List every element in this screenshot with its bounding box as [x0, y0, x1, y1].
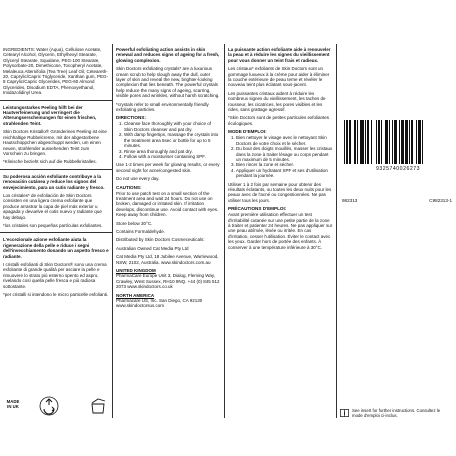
de-intro-bold: Leistungsstarkes Peeling hilft bei der Hautverfeinerung und verringert die Alterungserscheinungen für einen frischen, strahlenden Teint.: [3, 104, 97, 126]
it-intro-bold: L'eccezionale azione esfoliante aiuta la rigenerazione della pelle e riduce i segni dell'invecchiamento donando un aspetto fresco e radiante.: [3, 237, 109, 259]
distributor-heading: Distributed by Skin Doctors Cosmeceuticals:: [116, 237, 205, 243]
fr-intro-bold: La puissante action exfoliante aide à renouveler la peau et à réduire les signes du vieillissement pour vous donner un teint frais et radieux.: [228, 47, 331, 63]
code-right: C982313-1: [429, 198, 452, 203]
en-intro-bold: Powerful exfoliating action assists in skin renewal and reduces signs of ageing for a fresh, glowing complexion.: [116, 47, 220, 63]
es-intro-bold: Su poderosa acción exfoliante contribuye a la renovación cutánea y reduce los signos del envejecimiento, para un cutis radiante y fresco.: [3, 173, 105, 190]
barcode-number: 9325740026273: [375, 166, 420, 172]
it-intro-body: I cristalli esfolianti di Skin Doctors® sono una crema esfoliante di grande qualità per asciare la pelle e rimuovere lo strato più esterno spento ed aspro, rivelando così quella pelle fresca e più radiosa sottostante.: [3, 262, 107, 289]
list-item: 2. With damp fingertips, massage the crystals into the treatment area 5sec or bottle for up to 5 minutes.: [124, 132, 221, 148]
panel-barcode: [336, 44, 456, 418]
na-address: Pharmacare US, Inc. San Diego, CA 92130 www.skindoctorsus.com: [116, 298, 203, 309]
fr-intro-body-2: Les puissantes cristaux aident à réduire les nombreux signes du vieillissement, les taches de rousseur, les cicatrices, les pores visibles et les rides, sans grattage agressif.: [228, 90, 326, 113]
frequency-note: Utiliser 1 à 2 fois par semaine pour obtenir des résultats éclatants, ou toutes les deux nuits pour les peaux avec de l'acné ou congestionnées. Ne pas utiliser tous les jours.: [228, 181, 332, 203]
uk-heading: UNITED KINGDOM: [116, 268, 156, 273]
symbols-row: [3, 394, 109, 416]
code-left: 982313: [342, 198, 358, 203]
panel-ingredients: [0, 44, 112, 418]
precautions-heading: PRÉCAUTIONS D'EMPLOI:: [228, 206, 287, 212]
svg-text:i: i: [343, 411, 346, 417]
storage-note: Store below 30°C.: [116, 220, 153, 226]
directions-heading: DIRECTIONS:: [116, 115, 146, 121]
es-note: *los cristales son pequeñas partículas exfoliantes.: [3, 222, 103, 228]
ingredients-text: INGREDIENTS: Water (Aqua), Cellulose Acetate, Cetearyl Alcohol, Glycerin, Ethylhexyl Stearate, Glyceryl Stearate, Squalane, PEG-100 Stearate, Polysorbate-20, Dimethicone, Tocopheryl Acetate, Melaleuca Alternifolia (Tea Tree) Leaf Oil, Ceteareth-20, Caprylic/Capric Triglyceride, Xanthan gum, PEG-8 Caprylic/Capric Glycerides, PEG-60 Almond Glycerides, Disodium EDTA, Phenoxyethanol, Imidazolidinyl Urea.: [3, 47, 109, 96]
na-heading: NORTH AMERICA: [116, 292, 155, 298]
open-jar-icon: [89, 397, 107, 415]
list-item: 1. Cleanse face thoroughly with your choice of Skin Doctors cleanser and pat dry.: [124, 121, 221, 132]
recycle-icon: [39, 396, 59, 416]
usage-note: Use 1-2 times per week for glowing results, or every second night for acne/congested skin.: [116, 162, 220, 173]
panel-french: [224, 44, 336, 418]
barcode: [344, 120, 452, 172]
divider: [0, 100, 112, 101]
aus-owned: Australian Owned Cat Media Pty Ltd: [116, 245, 189, 251]
list-item: 4. Appliquer un hydratant SPF et ses d'utilisation pendant la journée.: [236, 168, 333, 179]
de-note: *Klinische bezieht sich auf die Rubbelkristalles.: [3, 159, 97, 165]
fr-intro-body: Les cristaux* exfoliants de Skin Doctors sont un gommage luxueux à la crème pour aider à éliminer la couche extérieure de peau terne et révéler le nouveau teint plus éclatant sous-jacent.: [228, 66, 330, 88]
contains-note: Contains Formaldehyde.: [116, 228, 166, 234]
divider: [0, 232, 112, 233]
see-insert-note: [340, 408, 452, 420]
de-intro-body: Skin Doctors Kristallo® Gründerines Peeling ist eine reichhaltige Rubbelcreme, mit der abgestorbene Hautschüppchen abgeschuppt werden, um einen neuen, strahlender aussehenden Teint zum Vorschein zu bringen.: [3, 129, 107, 156]
en-intro-note: *crystals refer to small environmentally friendly exfoliating particles.: [116, 101, 209, 113]
list-item: 4. Follow with a moisturiser containing SPF.: [124, 154, 221, 159]
list-item: 3. Rinse area thoroughly and pat dry.: [124, 149, 221, 154]
directions-list: [116, 121, 221, 159]
cautions-text: Prior to use patch test on a small section of the treatment area and wait 24 hours. Do not use on broken, damaged or irritated skin. If irritation develops, discontinue use. Avoid contact with eyes. Keep away from children.: [116, 190, 219, 218]
precautions-text: Avant première utilisation effectuer un test d'irritabilité cutanée sur une petite partie de la zone à traiter et patienter 24 heures. Ne pas appliquer sur une peau abîmée, lésée ou irritée. En cas d'irritation, cesser l'utilisation. Éviter le contact avec les yeux. Garder hors de portée des enfants. À conserver à une température inférieure à 30°C.: [228, 212, 333, 250]
cautions-heading: CAUTIONS:: [116, 184, 142, 190]
barcode-bar: [423, 120, 425, 164]
daily-note: Do not use every day.: [116, 176, 160, 182]
mode-list: [228, 135, 333, 178]
panel-english: [112, 44, 224, 418]
es-intro-body: Los cristales* de exfoliación de Skin Doctors consisten en una ligera crema exfoliante que produce arrastrar la capa de piel más exterior u apagada y devuelve el cutis nuevo y radiante que hay debajo.: [3, 192, 102, 220]
see-insert-text: See insert for further instructions. Consultez le mode d'emploi ci-inclus.: [352, 408, 441, 418]
en-intro-body: Skin Doctors exfoliating crystals* are a luxurious cream scrub to help slough away the dull, outer layer of skin and reveal the new, brighter-looking complexion that lies beneath. The powerful crystals help reduce the many signs of ageing, scarring, visible pores and wrinkles, without harsh scratching.: [116, 66, 220, 99]
mode-heading: MODE D'EMPLOI:: [228, 129, 267, 135]
it-note: *per cristalli si intendono le micro particelle esfolianti.: [3, 292, 109, 298]
fr-note: *Skin Doctors sont de petites particules exfoliantes écologiques.: [228, 115, 330, 126]
made-in-uk-label: MADE IN UK: [6, 399, 20, 409]
list-item: 2. Du bout des doigts mouillés, masser les cristaux dans la zone à traiter lésage ou corps pendant un maximum de 5 minutes.: [236, 146, 333, 162]
barcode-bars: [344, 120, 452, 164]
divider: [0, 169, 112, 170]
open-book-icon: [340, 409, 349, 417]
list-item: 1. Bien nettoyer le visage avec le nettoyant Skin Doctors de votre choix et le sécher.: [236, 135, 333, 146]
uk-address: PharmaCare Europe Unit 3, Dialog, Fleming Way, Crawley, West Sussex, RH10 9NQ. +44 (0) 845 512 2073 www.skindoctors.co.uk: [116, 273, 220, 290]
list-item: 3. Bien rincer la zone et sécher.: [236, 162, 333, 167]
aus-address: Cat Media Pty Ltd, 18 Jubilee Avenue, Warriewood, NSW, 2102, Australia. www.skindoctors.com.au: [116, 254, 219, 265]
